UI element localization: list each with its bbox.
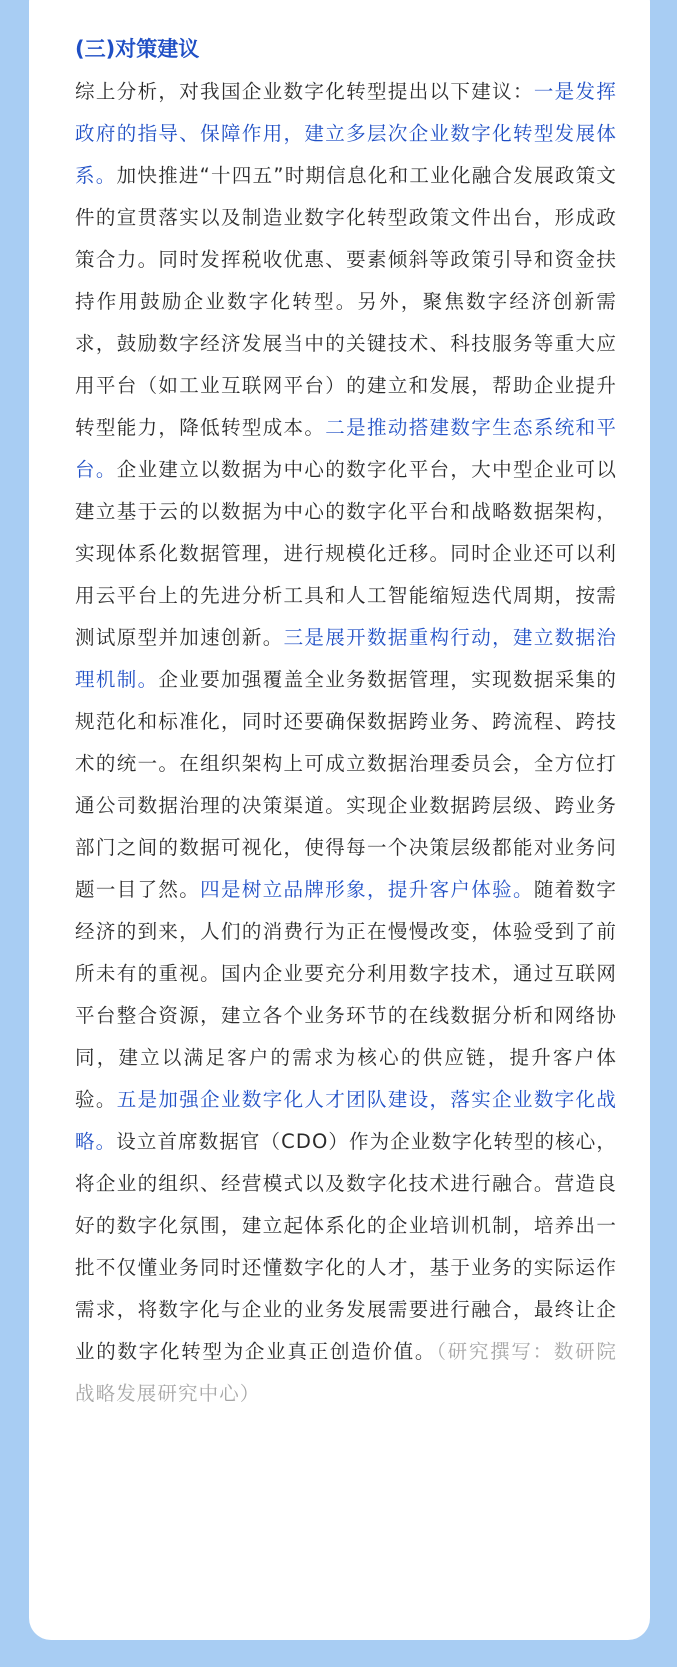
highlight-recommendation-4: 四是树立品牌形象，提升客户体验。 (200, 878, 534, 901)
highlight-recommendation-1: 一是发挥政府的指导、保障作用，建立多层次企业数字化转型发展体系。 (75, 80, 617, 187)
text-recommendation-4-detail: 随着数字经济的到来，人们的消费行为正在慢慢改变，体验受到了前所未有的重视。国内企业要充分利用数字技术，通过互联网平台整合资源，建立各个业务环节的在线数据分析和网络协同，建立以满足客户的需求为核心的供应链，提升客户体验。 (75, 878, 617, 1111)
text-recommendation-3-detail: 企业要加强覆盖全业务数据管理，实现数据采集的规范化和标准化，同时还要确保数据跨业务、跨流程、跨技术的统一。在组织架构上可成立数据治理委员会，全方位打通公司数据治理的决策渠道。实现企业数据跨层级、跨业务部门之间的数据可视化，使得每一个决策层级都能对业务问题一目了然。 (75, 668, 618, 901)
text-recommendation-2-detail: 企业建立以数据为中心的数字化平台，大中型企业可以建立基于云的以数据为中心的数字化平台和战略数据架构，实现体系化数据管理，进行规模化迁移。同时企业还可以利用云平台上的先进分析工具和人工智能缩短迭代周期，按需测试原型并加速创新。 (75, 458, 617, 649)
highlight-recommendation-2: 二是推动搭建数字生态系统和平台。 (75, 416, 618, 481)
author-credit: （研究撰写：数研院战略发展研究中心） (75, 1340, 618, 1405)
text-recommendation-5-detail: 设立首席数据官（CDO）作为企业数字化转型的核心，将企业的组织、经营模式以及数字化技术进行融合。营造良好的数字化氛围，建立起体系化的企业培训机制，培养出一批不仅懂业务同时还懂数字化的人才，基于业务的实际运作需求，将数字化与企业的业务发展需要进行融合，最终让企业的数字化转型为企业真正创造价值。 (75, 1130, 618, 1363)
text-intro: 综上分析，对我国企业数字化转型提出以下建议： (75, 80, 534, 103)
highlight-recommendation-5: 五是加强企业数字化人才团队建设，落实企业数字化战略。 (75, 1088, 617, 1153)
article-paragraph (75, 71, 617, 1415)
text-recommendation-1-detail: 加快推进“十四五”时期信息化和工业化融合发展政策文件的宣贯落实以及制造业数字化转型政策文件出台，形成政策合力。同时发挥税收优惠、要素倾斜等政策引导和资金扶持作用鼓励企业数字化转型。另外，聚焦数字经济创新需求，鼓励数字经济发展当中的关键技术、科技服务等重大应用平台（如工业互联网平台）的建立和发展，帮助企业提升转型能力，降低转型成本。 (75, 164, 617, 439)
highlight-recommendation-3: 三是展开数据重构行动，建立数据治理机制。 (75, 626, 617, 691)
section-heading: (三)对策建议 (75, 37, 200, 61)
